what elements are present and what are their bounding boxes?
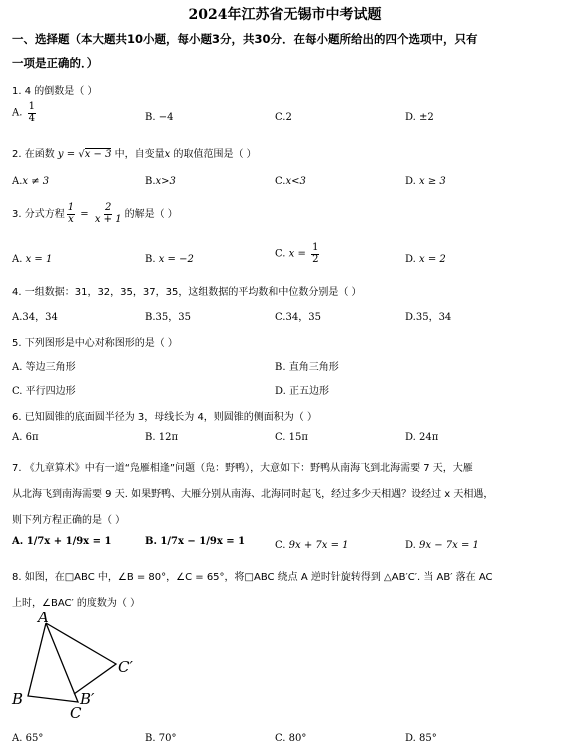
q3-option-b[interactable]: B. x = −2 [145, 254, 194, 265]
q8-option-b[interactable]: B. 70° [145, 733, 177, 744]
triangle-figure [10, 612, 140, 724]
q7-option-c[interactable]: C. 9x + 7x = 1 [275, 540, 349, 551]
q4-option-d[interactable]: D.35，34 [405, 312, 452, 323]
question-2-stem: 2. 在函数 y = √x − 3 中，自变量x 的取值范围是（ ） [12, 149, 257, 160]
q3-option-c[interactable]: C. x = $\frac{1}{2}$ [275, 242, 319, 265]
q4-option-c[interactable]: C.34，35 [275, 312, 321, 323]
q1-option-d[interactable]: D. ±2 [405, 112, 434, 123]
vertex-c-label: C [70, 704, 82, 722]
q2-option-b[interactable]: B.x>3 [145, 176, 176, 187]
q7-option-a[interactable]: A. 1/7x + 1/9x = 1 [12, 536, 112, 547]
triangle-abprime-cprime [46, 623, 116, 694]
q6-option-a[interactable]: A. 6π [12, 432, 39, 443]
q2-option-c[interactable]: C.x<3 [275, 176, 306, 187]
question-7-line3: 则下列方程正确的是（ ） [12, 515, 126, 526]
q1-option-a[interactable] [12, 102, 38, 124]
vertex-a-label: A [38, 612, 49, 626]
q6-option-b[interactable]: B. 12π [145, 432, 179, 443]
q6-option-d[interactable]: D. 24π [405, 432, 439, 443]
q1-option-b[interactable]: B. −4 [145, 112, 174, 123]
q4-option-b[interactable]: B.35，35 [145, 312, 191, 323]
question-6-stem: 6. 已知圆锥的底面圆半径为 3，母线长为 4，则圆锥的侧面积为（ ） [12, 412, 317, 423]
q5-option-d[interactable]: D. 正五边形 [275, 386, 330, 397]
fraction: $\frac{1}{4}$ [28, 101, 35, 124]
vertex-b-label: B [12, 690, 24, 708]
q8-option-c[interactable]: C. 80° [275, 733, 307, 744]
q7-option-b[interactable]: B. 1/7x − 1/9x = 1 [145, 536, 246, 547]
q7-option-d[interactable]: D. 9x − 7x = 1 [405, 540, 479, 551]
question-5-stem: 5. 下列图形是中心对称图形的是（ ） [12, 338, 178, 349]
q3-option-a[interactable]: A. x = 1 [12, 254, 53, 265]
question-8-line1: 8. 如图，在□ABC 中，∠B = 80°，∠C = 65°，将□ABC 绕点 A 逆时针旋转得到 △AB′C′. 当 AB′ 落在 AC [12, 572, 493, 583]
question-3-stem: 3. 分式方程 $\frac{1}{x}$ = $\frac{2}{x + 1}$ 的解是（ ） [12, 202, 178, 225]
q8-option-a[interactable]: A. 65° [12, 733, 44, 744]
q2-option-d[interactable]: D. x ≥ 3 [405, 176, 446, 187]
q8-option-d[interactable]: D. 85° [405, 733, 437, 744]
question-7-line2: 从北海飞到南海需要 9 天. 如果野鸭、大雁分别从南海、北海同时起飞，经过多少天相遇？设经过 x 天相遇， [12, 489, 494, 500]
section-heading-cont: 一项是正确的．） [12, 56, 99, 70]
question-7-line1: 7. 《九章算术》中有一道“凫雁相逢”问题（凫：野鸭），大意如下：野鸭从南海飞到北海需要 7 天，大雁 [12, 463, 473, 474]
option-label: A. [12, 107, 23, 119]
q5-option-c[interactable]: C. 平行四边形 [12, 386, 76, 397]
question-4-stem: 4. 一组数据：31，32，35，37，35，这组数据的平均数和中位数分别是（ ） [12, 287, 362, 298]
q3-option-d[interactable]: D. x = 2 [405, 254, 446, 265]
q4-option-a[interactable]: A.34，34 [12, 312, 58, 323]
question-8-line2: 上时，∠BAC′ 的度数为（ ） [12, 598, 141, 609]
vertex-cprime-label: C′ [118, 658, 133, 676]
triangle-abc [28, 623, 78, 702]
page-title: 2024年江苏省无锡市中考试题 [188, 7, 382, 23]
section-heading: 一、选择题（本大题共10小题，每小题3分，共30分．在每小题所给出的四个选项中，只有 [12, 32, 478, 46]
q5-option-a[interactable]: A. 等边三角形 [12, 362, 76, 373]
q6-option-c[interactable]: C. 15π [275, 432, 308, 443]
q5-option-b[interactable]: B. 直角三角形 [275, 362, 339, 373]
question-1-stem: 1. 4 的倒数是（ ） [12, 86, 98, 97]
q2-option-a[interactable]: A.x ≠ 3 [12, 176, 50, 187]
vertex-bprime-label: B′ [80, 690, 95, 708]
q1-option-c[interactable]: C.2 [275, 112, 292, 123]
